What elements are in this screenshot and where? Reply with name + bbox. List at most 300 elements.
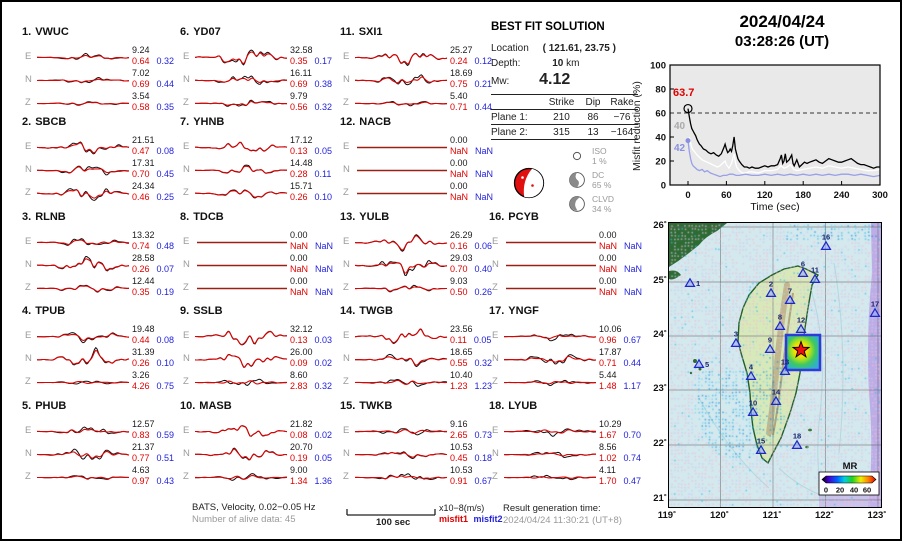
station-triangle-icon	[767, 289, 776, 297]
trace-values	[450, 135, 493, 157]
trace-values	[599, 347, 641, 369]
mw-value: 4.12	[539, 71, 571, 88]
trace-misfits	[290, 169, 331, 180]
waveform-trace	[504, 277, 596, 300]
map-station-marker	[749, 399, 758, 416]
component-label: E	[492, 425, 499, 436]
misfit2-value: 0.51	[156, 453, 175, 463]
trace-misfits	[132, 79, 174, 90]
trace-values	[290, 465, 332, 487]
trace-misfits	[599, 335, 641, 346]
misfit2-value: 0.26	[474, 287, 493, 297]
trace-amplitude: 10.53	[450, 465, 473, 475]
trace-misfits	[599, 241, 642, 252]
misfit-reduction-chart	[647, 58, 899, 214]
waveform-trace	[355, 46, 447, 69]
station-triangle-icon	[686, 279, 695, 287]
mr-colorbar	[822, 476, 876, 483]
trace-values	[450, 230, 492, 252]
trace-misfits	[290, 241, 333, 252]
misfit1-value: NaN	[290, 287, 309, 297]
waveform-trace	[355, 443, 447, 466]
misfit2-value: 0.08	[156, 146, 175, 156]
station-header	[489, 211, 539, 223]
trace-amplitude: 21.82	[290, 419, 313, 429]
trace-row	[180, 325, 336, 348]
waveform-trace	[195, 254, 287, 277]
trace-amplitude: 0.00	[290, 276, 308, 286]
misfit1-value: 1.70	[599, 476, 617, 486]
misfit1-value: 0.64	[132, 56, 150, 66]
trace-values	[290, 158, 331, 180]
station-marker-number: 9	[767, 335, 773, 345]
misfit2-value: 0.45	[156, 169, 175, 179]
map-station-marker	[766, 336, 775, 353]
trace-values	[290, 230, 333, 252]
trace-misfits	[599, 453, 641, 464]
misfit1-value: 0.71	[450, 102, 468, 112]
trace-amplitude: 32.12	[290, 324, 313, 334]
trace-row	[22, 46, 178, 69]
waveform-trace	[355, 182, 447, 205]
map-station-marker	[822, 233, 831, 250]
trace-row	[180, 348, 336, 371]
trace-misfits	[132, 358, 174, 369]
misfit1-value: 0.56	[290, 102, 308, 112]
misfit2-value: 0.02	[314, 430, 333, 440]
trace-amplitude: 17.87	[599, 347, 622, 357]
station-name: TWKB	[359, 400, 393, 412]
trace-amplitude: 0.00	[290, 230, 308, 240]
component-label: Z	[492, 376, 498, 387]
misfit1-value: 1.67	[599, 430, 617, 440]
trace-amplitude: 0.00	[290, 253, 308, 263]
station-name: PCYB	[508, 211, 539, 223]
component-label: E	[25, 236, 32, 247]
y-tick-label: 0	[660, 180, 666, 192]
trace-misfits	[450, 102, 492, 113]
station-triangle-icon	[811, 275, 820, 283]
map-lon-label: 123˚	[867, 510, 887, 521]
trace-amplitude: 19.48	[132, 324, 155, 334]
trace-amplitude: 29.03	[450, 253, 473, 263]
trace-amplitude: 10.06	[599, 324, 622, 334]
component-label: E	[492, 330, 499, 341]
component-label: N	[183, 164, 190, 175]
component-label: N	[343, 448, 350, 459]
trace-row	[340, 136, 496, 159]
trace-values	[290, 135, 332, 157]
waveform-trace	[355, 466, 447, 489]
misfit2-value: 0.44	[156, 79, 175, 89]
component-label: E	[343, 330, 350, 341]
trace-row	[489, 254, 645, 277]
trace-values	[450, 68, 492, 90]
best-misfit-annotation: 63.7	[673, 87, 695, 99]
trace-amplitude: 3.54	[132, 91, 150, 101]
trace-misfits	[450, 453, 492, 464]
depth-row	[491, 58, 580, 69]
misfit1-value: 0.77	[132, 453, 150, 463]
station-marker-number: 12	[796, 315, 806, 325]
trace-amplitude: 7.02	[132, 68, 150, 78]
trace-values	[599, 253, 642, 275]
station-number: 2.	[22, 116, 32, 128]
trace-values	[599, 370, 641, 392]
component-label: Z	[25, 471, 31, 482]
trace-amplitude: 9.00	[290, 465, 308, 475]
trace-values	[132, 324, 174, 346]
misfit1-value: 0.26	[290, 192, 308, 202]
station-name: TWGB	[359, 305, 393, 317]
trace-misfits	[132, 476, 174, 487]
depth-value: 10	[552, 58, 564, 69]
station-block	[180, 26, 336, 118]
waveform-trace	[504, 420, 596, 443]
misfit1-value: 0.35	[290, 56, 308, 66]
trace-values	[132, 91, 174, 113]
misfit1-value: 1.02	[599, 453, 617, 463]
trace-misfits	[132, 453, 174, 464]
trace-misfits	[132, 192, 174, 203]
component-label: Z	[492, 282, 498, 293]
annotation-40: 40	[674, 121, 686, 132]
station-triangle-icon	[871, 309, 880, 317]
station-triangle-icon	[766, 345, 775, 353]
station-triangle-icon	[749, 408, 758, 416]
waveform-trace	[37, 420, 129, 443]
waveform-trace	[195, 277, 287, 300]
trace-row	[180, 92, 336, 115]
trace-values	[290, 181, 332, 203]
misfit2-value: 0.43	[156, 476, 175, 486]
misfit2-value: NaN	[624, 241, 643, 251]
trace-misfits	[450, 241, 492, 252]
trace-amplitude: 8.56	[599, 442, 617, 452]
station-name: NACB	[359, 116, 392, 128]
trace-misfits	[290, 430, 332, 441]
waveform-trace	[37, 443, 129, 466]
alive-data-count: Number of alive data: 45	[192, 514, 296, 525]
trace-row	[22, 254, 178, 277]
component-label: E	[183, 425, 190, 436]
map-lon-label: 120˚	[709, 510, 729, 521]
trace-values	[290, 45, 332, 67]
trace-row	[340, 348, 496, 371]
colorbar-tick-label: 40	[849, 485, 859, 495]
station-block	[489, 400, 645, 492]
component-label: E	[25, 425, 32, 436]
trace-misfits	[450, 430, 492, 441]
map-lat-label: 23˚	[653, 383, 667, 394]
station-block	[180, 305, 336, 397]
trace-amplitude: 16.11	[290, 68, 312, 78]
trace-row	[340, 466, 496, 489]
result-time-value: 2024/04/24 11:30:21 (UT+8)	[503, 515, 622, 526]
trace-row	[180, 231, 336, 254]
station-name: TDCB	[193, 211, 224, 223]
station-number: 1.	[22, 26, 32, 38]
trace-amplitude: 10.40	[450, 370, 473, 380]
colorbar-tick-label: 20	[835, 485, 845, 495]
component-label: N	[183, 74, 190, 85]
trace-amplitude: 21.51	[132, 135, 155, 145]
misfit2-value: NaN	[624, 264, 643, 274]
trace-misfits	[599, 476, 641, 487]
trace-row	[489, 277, 645, 300]
focal-mechanism-beachball-icon	[510, 164, 548, 202]
misfit2-value: NaN	[475, 169, 494, 179]
component-label: Z	[343, 376, 349, 387]
station-name: MASB	[199, 400, 232, 412]
station-triangle-icon	[772, 397, 781, 405]
y-tick-label: 60	[655, 108, 666, 120]
station-triangle-icon	[786, 296, 795, 304]
component-label: E	[343, 141, 350, 152]
iso-component-icon	[569, 148, 585, 164]
misfit1-value: NaN	[450, 192, 469, 202]
y-tick-label: 100	[650, 60, 666, 72]
misfit-legend	[439, 514, 503, 524]
trace-misfits	[132, 146, 174, 157]
misfit2-value: 0.08	[156, 335, 175, 345]
waveform-trace	[37, 466, 129, 489]
trace-values	[132, 347, 174, 369]
waveform-trace	[355, 231, 447, 254]
plane1-label: Plane 1:	[491, 110, 543, 125]
misfit2-value: NaN	[315, 264, 334, 274]
waveform-trace	[504, 466, 596, 489]
misfit1-value: 0.09	[290, 358, 308, 368]
trace-row	[22, 231, 178, 254]
trace-misfits	[290, 381, 332, 392]
result-time-label: Result generation time:	[503, 503, 601, 514]
misfit1-value: NaN	[290, 241, 309, 251]
trace-misfits	[290, 287, 333, 298]
trace-amplitude: 24.34	[132, 181, 155, 191]
station-header	[22, 211, 66, 223]
scalebar-label: 100 sec	[376, 517, 411, 528]
trace-row	[22, 277, 178, 300]
col-strike: Strike	[543, 95, 580, 110]
colorbar-tick-label: 60	[862, 485, 872, 495]
plane1-strike: 210	[543, 110, 580, 125]
location-label: Location	[491, 43, 529, 54]
waveform-trace	[195, 371, 287, 394]
component-label: N	[25, 448, 32, 459]
trace-misfits	[290, 453, 332, 464]
misfit2-value: 0.59	[156, 430, 175, 440]
waveform-trace	[195, 348, 287, 371]
trace-values	[132, 276, 174, 298]
station-number: 11.	[340, 26, 355, 38]
trace-values	[290, 68, 332, 90]
component-label: E	[343, 236, 350, 247]
misfit1-value: 0.75	[450, 79, 468, 89]
depth-unit: km	[566, 58, 580, 69]
map-station-marker	[732, 330, 741, 347]
best-fit-solution-title: BEST FIT SOLUTION	[491, 21, 605, 33]
station-triangle-icon	[793, 441, 802, 449]
component-label: Z	[183, 97, 189, 108]
trace-amplitude: 31.39	[132, 347, 155, 357]
trace-misfits	[290, 146, 332, 157]
component-label: Z	[183, 187, 189, 198]
plane1-dip: 86	[580, 110, 606, 125]
trace-values	[450, 465, 492, 487]
map-lon-label: 121˚	[762, 510, 782, 521]
trace-row	[22, 443, 178, 466]
station-header	[340, 305, 393, 317]
trace-misfits	[450, 358, 492, 369]
misfit1-value: 0.28	[290, 169, 308, 179]
waveform-trace	[195, 92, 287, 115]
map-station-marker	[811, 266, 820, 283]
misfit2-value: 0.32	[474, 358, 493, 368]
misfit1-value: 0.26	[132, 264, 150, 274]
nodal-plane-table	[491, 94, 638, 140]
misfit1-value: 0.74	[132, 241, 150, 251]
trace-misfits	[132, 264, 174, 275]
trace-amplitude: 21.37	[132, 442, 155, 452]
misfit2-value: 0.35	[156, 102, 175, 112]
misfit1-value: 0.83	[132, 430, 150, 440]
waveform-trace	[37, 254, 129, 277]
misfit1-value: NaN	[599, 264, 618, 274]
trace-row	[180, 254, 336, 277]
trace-row	[180, 371, 336, 394]
station-header	[340, 400, 392, 412]
trace-row	[180, 466, 336, 489]
mw-label: Mw:	[491, 76, 510, 87]
misfit2-value: NaN	[624, 287, 643, 297]
component-label: Z	[25, 376, 31, 387]
component-label: N	[25, 74, 32, 85]
taiwan-map	[668, 222, 882, 508]
trace-row	[340, 69, 496, 92]
map-station-marker	[871, 300, 880, 317]
trace-values	[599, 230, 642, 252]
component-label: N	[492, 448, 499, 459]
misfit1-value: 0.26	[132, 358, 150, 368]
misfit2-value: 0.21	[474, 79, 493, 89]
trace-values	[290, 370, 332, 392]
station-marker-number: 7	[787, 286, 793, 296]
trace-misfits	[132, 241, 174, 252]
trace-row	[22, 159, 178, 182]
station-header	[22, 400, 66, 412]
trace-amplitude: 5.40	[450, 91, 468, 101]
trace-values	[290, 91, 332, 113]
map-lat-label: 21˚	[653, 493, 667, 504]
trace-amplitude: 0.00	[450, 181, 468, 191]
trace-values	[290, 442, 332, 464]
misfit2-value: 1.23	[474, 381, 493, 391]
waveform-trace	[355, 92, 447, 115]
waveform-trace	[355, 325, 447, 348]
trace-amplitude: 5.44	[599, 370, 617, 380]
trace-misfits	[132, 287, 174, 298]
station-block	[22, 116, 178, 208]
trace-values	[132, 158, 174, 180]
waveform-trace	[37, 159, 129, 182]
trace-values	[450, 419, 492, 441]
waveform-trace	[195, 325, 287, 348]
trace-values	[290, 276, 333, 298]
misfit2-value: 0.32	[314, 102, 333, 112]
station-marker-number: 17	[870, 299, 880, 309]
misfit1-value: 0.11	[450, 335, 467, 345]
station-number: 13.	[340, 211, 356, 223]
station-map-panel	[647, 214, 902, 536]
trace-amplitude: 15.71	[290, 181, 313, 191]
station-number: 10.	[180, 400, 196, 412]
station-number: 9.	[180, 305, 190, 317]
trace-amplitude: 0.00	[599, 276, 617, 286]
station-name: SBCB	[35, 116, 67, 128]
clvd-component-icon	[567, 194, 587, 214]
component-label: E	[183, 330, 190, 341]
map-station-marker	[686, 279, 701, 288]
trace-amplitude: 8.60	[290, 370, 308, 380]
misfit1-value: 0.19	[290, 453, 308, 463]
misfit1-value: 0.08	[290, 430, 308, 440]
waveform-trace	[355, 348, 447, 371]
waveform-trace	[195, 46, 287, 69]
misfit1-value: 0.69	[132, 79, 150, 89]
waveform-trace	[195, 466, 287, 489]
trace-values	[132, 253, 174, 275]
misfit1-value: NaN	[599, 287, 618, 297]
map-station-marker	[772, 388, 781, 405]
waveform-trace	[37, 371, 129, 394]
x-tick-label: 0	[685, 190, 691, 201]
waveform-trace	[355, 136, 447, 159]
misfit2-value: 0.75	[156, 381, 175, 391]
station-number: 17.	[489, 305, 505, 317]
station-number: 7.	[180, 116, 190, 128]
waveform-trace	[195, 159, 287, 182]
trace-row	[22, 136, 178, 159]
station-block	[340, 400, 499, 492]
trace-misfits	[132, 169, 174, 180]
misfit1-value: 0.35	[132, 287, 150, 297]
trace-misfits	[290, 192, 332, 203]
waveform-trace	[37, 69, 129, 92]
station-block	[489, 211, 645, 303]
station-marker-number: 13	[780, 357, 790, 367]
misfit1-value: NaN	[450, 169, 469, 179]
component-label: E	[183, 51, 190, 62]
trace-amplitude: 3.26	[132, 370, 150, 380]
trace-row	[22, 466, 178, 489]
trace-amplitude: 18.65	[450, 347, 473, 357]
trace-values	[290, 324, 332, 346]
misfit2-value: 0.32	[314, 381, 333, 391]
plane2-rake: −164	[606, 125, 638, 140]
misfit2-value: 0.44	[474, 102, 493, 112]
plane2-strike: 315	[543, 125, 580, 140]
misfit2-value: NaN	[315, 287, 334, 297]
map-lat-label: 22˚	[653, 438, 667, 449]
misfit1-value: 0.47	[132, 146, 150, 156]
map-station-marker	[797, 316, 806, 333]
trace-row	[340, 277, 496, 300]
trace-amplitude: 9.03	[450, 276, 468, 286]
trace-misfits	[450, 146, 493, 157]
trace-values	[450, 253, 492, 275]
trace-values	[132, 68, 174, 90]
